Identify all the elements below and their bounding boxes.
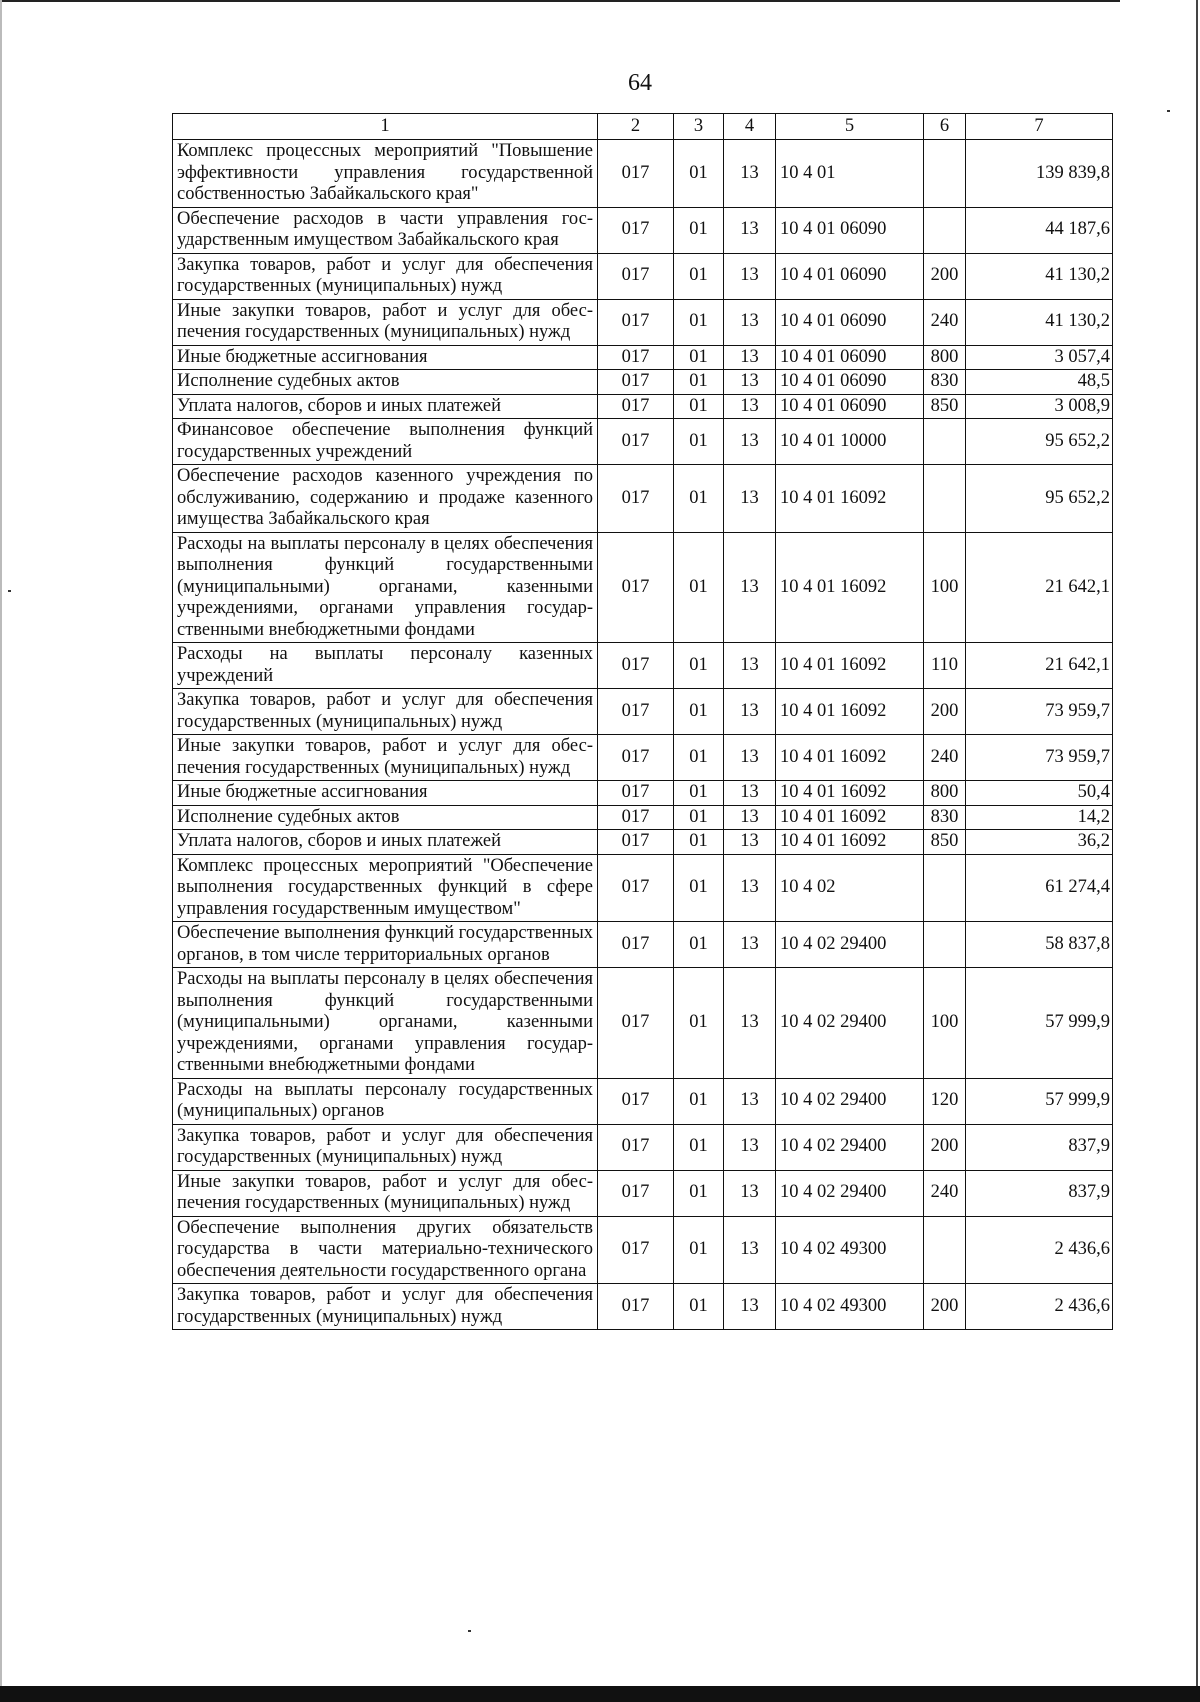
table-row [173,1124,1113,1170]
row-expense-type-cell: 830 [924,805,966,830]
row-subsection-cell: 13 [724,394,776,419]
row-amount-cell: 2 436,6 [966,1284,1113,1330]
row-subsection-cell: 13 [724,253,776,299]
row-amount-cell: 21 642,1 [966,532,1113,643]
row-amount-cell: 61 274,4 [966,854,1113,922]
row-name-cell: Иные бюджетные ассигнования [173,345,598,370]
row-expense-type-cell: 800 [924,781,966,806]
row-expense-type-cell: 200 [924,1124,966,1170]
row-target-article-cell: 10 4 01 16092 [776,735,924,781]
row-amount-cell: 3 057,4 [966,345,1113,370]
row-section-cell: 01 [674,370,724,395]
row-grbs-cell: 017 [598,140,674,208]
table-row [173,345,1113,370]
row-name-cell: Закупка товаров, работ и услуг для обеспечения государственных (муниципальных) нужд [173,1124,598,1170]
table-row [173,689,1113,735]
row-amount-cell: 837,9 [966,1170,1113,1216]
row-target-article-cell: 10 4 02 29400 [776,1078,924,1124]
row-expense-type-cell: 800 [924,345,966,370]
table-row [173,419,1113,465]
row-grbs-cell: 017 [598,643,674,689]
row-name-cell: Иные закупки товаров, работ и услуг для обеспечения государственных (муниципальных) нужд [173,735,598,781]
table-body [173,114,1113,1330]
row-amount-cell: 21 642,1 [966,643,1113,689]
row-expense-type-cell: 240 [924,735,966,781]
row-target-article-cell: 10 4 02 29400 [776,968,924,1079]
row-grbs-cell: 017 [598,1078,674,1124]
scan-speck [8,590,11,592]
row-amount-cell: 48,5 [966,370,1113,395]
row-grbs-cell: 017 [598,1216,674,1284]
row-subsection-cell: 13 [724,299,776,345]
row-expense-type-cell: 100 [924,532,966,643]
row-name-cell: Расходы на выплаты персоналу государственных (муниципальных) органов [173,1078,598,1124]
table-row [173,735,1113,781]
row-name-cell: Комплекс процессных мероприятий "Обеспечение выполнения государственных функций в сфере управления государственным имуществом" [173,854,598,922]
row-name-cell: Закупка товаров, работ и услуг для обеспечения государственных (муниципальных) нужд [173,689,598,735]
row-subsection-cell: 13 [724,689,776,735]
row-name-cell: Исполнение судебных актов [173,370,598,395]
table-row [173,781,1113,806]
row-amount-cell: 58 837,8 [966,922,1113,968]
row-expense-type-cell: 110 [924,643,966,689]
row-section-cell: 01 [674,1078,724,1124]
row-expense-type-cell [924,854,966,922]
header-col-5: 5 [776,114,924,140]
row-amount-cell: 41 130,2 [966,299,1113,345]
row-name-cell: Закупка товаров, работ и услуг для обеспечения государственных (муниципальных) нужд [173,1284,598,1330]
row-grbs-cell: 017 [598,1124,674,1170]
row-name-cell: Иные закупки товаров, работ и услуг для обеспечения государственных (муниципальных) нужд [173,1170,598,1216]
row-name-cell: Иные бюджетные ассигнования [173,781,598,806]
row-amount-cell: 73 959,7 [966,689,1113,735]
row-section-cell: 01 [674,1284,724,1330]
row-amount-cell: 95 652,2 [966,465,1113,533]
row-section-cell: 01 [674,140,724,208]
table-row [173,532,1113,643]
row-subsection-cell: 13 [724,1078,776,1124]
row-amount-cell: 2 436,6 [966,1216,1113,1284]
row-grbs-cell: 017 [598,207,674,253]
row-grbs-cell: 017 [598,735,674,781]
row-subsection-cell: 13 [724,1124,776,1170]
row-name-cell: Обеспечение выполнения функций государственных органов, в том числе территориальных органов [173,922,598,968]
row-amount-cell: 44 187,6 [966,207,1113,253]
row-target-article-cell: 10 4 02 29400 [776,1124,924,1170]
row-grbs-cell: 017 [598,299,674,345]
row-target-article-cell: 10 4 01 16092 [776,465,924,533]
table-row [173,394,1113,419]
row-subsection-cell: 13 [724,207,776,253]
row-subsection-cell: 13 [724,1216,776,1284]
table-row [173,1170,1113,1216]
header-col-7: 7 [966,114,1113,140]
table-row [173,465,1113,533]
table-row [173,1216,1113,1284]
row-name-cell: Расходы на выплаты персоналу в целях обеспечения выполнения функций государственными (муниципальными) органами, казенными учреждениями, органами управления государственными внебюджетными фондами [173,532,598,643]
table-row [173,370,1113,395]
scan-right-edge [1196,0,1198,1702]
row-section-cell: 01 [674,532,724,643]
row-section-cell: 01 [674,299,724,345]
row-section-cell: 01 [674,805,724,830]
row-amount-cell: 14,2 [966,805,1113,830]
row-expense-type-cell [924,922,966,968]
row-section-cell: 01 [674,922,724,968]
row-grbs-cell: 017 [598,465,674,533]
row-section-cell: 01 [674,781,724,806]
budget-table [172,113,1113,1330]
scan-top-edge [0,0,1120,2]
row-grbs-cell: 017 [598,805,674,830]
row-name-cell: Уплата налогов, сборов и иных платежей [173,830,598,855]
row-target-article-cell: 10 4 01 06090 [776,299,924,345]
row-target-article-cell: 10 4 01 [776,140,924,208]
row-name-cell: Расходы на выплаты персоналу в целях обеспечения выполнения функций государственными (муниципальными) органами, казенными учреждениями, органами управления государственными внебюджетными фондами [173,968,598,1079]
row-grbs-cell: 017 [598,1284,674,1330]
row-grbs-cell: 017 [598,922,674,968]
row-name-cell: Уплата налогов, сборов и иных платежей [173,394,598,419]
row-grbs-cell: 017 [598,689,674,735]
row-expense-type-cell [924,1216,966,1284]
row-name-cell: Закупка товаров, работ и услуг для обеспечения государственных (муниципальных) нужд [173,253,598,299]
row-section-cell: 01 [674,735,724,781]
row-expense-type-cell: 200 [924,253,966,299]
row-target-article-cell: 10 4 01 16092 [776,781,924,806]
row-amount-cell: 3 008,9 [966,394,1113,419]
row-grbs-cell: 017 [598,419,674,465]
row-subsection-cell: 13 [724,370,776,395]
row-name-cell: Финансовое обеспечение выполнения функций государственных учреждений [173,419,598,465]
row-section-cell: 01 [674,394,724,419]
row-subsection-cell: 13 [724,735,776,781]
row-target-article-cell: 10 4 02 29400 [776,1170,924,1216]
row-expense-type-cell: 100 [924,968,966,1079]
row-subsection-cell: 13 [724,922,776,968]
table-row [173,207,1113,253]
row-subsection-cell: 13 [724,805,776,830]
table-row [173,299,1113,345]
row-subsection-cell: 13 [724,1284,776,1330]
row-section-cell: 01 [674,830,724,855]
row-grbs-cell: 017 [598,370,674,395]
row-subsection-cell: 13 [724,532,776,643]
table-row [173,140,1113,208]
row-amount-cell: 41 130,2 [966,253,1113,299]
scan-speck [468,1630,471,1632]
row-name-cell: Исполнение судебных актов [173,805,598,830]
row-section-cell: 01 [674,207,724,253]
page-number: 64 [628,70,652,96]
row-target-article-cell: 10 4 01 06090 [776,207,924,253]
row-expense-type-cell: 830 [924,370,966,395]
table-row [173,968,1113,1079]
table-row [173,830,1113,855]
row-subsection-cell: 13 [724,465,776,533]
row-subsection-cell: 13 [724,830,776,855]
row-target-article-cell: 10 4 01 16092 [776,532,924,643]
row-expense-type-cell: 200 [924,1284,966,1330]
row-section-cell: 01 [674,1124,724,1170]
row-expense-type-cell [924,419,966,465]
scan-left-edge [0,0,2,1702]
row-target-article-cell: 10 4 02 [776,854,924,922]
row-grbs-cell: 017 [598,968,674,1079]
row-name-cell: Обеспечение расходов в части управления государственным имуществом Забайкальского края [173,207,598,253]
table-row [173,1078,1113,1124]
row-section-cell: 01 [674,968,724,1079]
row-amount-cell: 57 999,9 [966,1078,1113,1124]
row-section-cell: 01 [674,1216,724,1284]
row-target-article-cell: 10 4 01 16092 [776,643,924,689]
row-expense-type-cell: 200 [924,689,966,735]
row-amount-cell: 95 652,2 [966,419,1113,465]
row-section-cell: 01 [674,643,724,689]
row-section-cell: 01 [674,689,724,735]
row-subsection-cell: 13 [724,781,776,806]
row-subsection-cell: 13 [724,140,776,208]
row-expense-type-cell: 240 [924,299,966,345]
row-name-cell: Обеспечение расходов казенного учреждения по обслуживанию, содержанию и продаже казенного имущества Забайкальского края [173,465,598,533]
row-expense-type-cell: 850 [924,830,966,855]
table-row [173,1284,1113,1330]
row-target-article-cell: 10 4 02 49300 [776,1284,924,1330]
row-expense-type-cell [924,465,966,533]
header-col-2: 2 [598,114,674,140]
row-name-cell: Расходы на выплаты персоналу казенных учреждений [173,643,598,689]
header-col-1: 1 [173,114,598,140]
row-subsection-cell: 13 [724,345,776,370]
row-name-cell: Иные закупки товаров, работ и услуг для обеспечения государственных (муниципальных) нужд [173,299,598,345]
table-row [173,253,1113,299]
row-grbs-cell: 017 [598,345,674,370]
row-amount-cell: 837,9 [966,1124,1113,1170]
scan-speck [1167,110,1170,112]
row-grbs-cell: 017 [598,854,674,922]
row-target-article-cell: 10 4 01 10000 [776,419,924,465]
row-grbs-cell: 017 [598,781,674,806]
table-row [173,854,1113,922]
row-subsection-cell: 13 [724,419,776,465]
table-row [173,922,1113,968]
row-target-article-cell: 10 4 01 06090 [776,394,924,419]
table-header-row [173,114,1113,140]
row-section-cell: 01 [674,345,724,370]
row-grbs-cell: 017 [598,394,674,419]
row-section-cell: 01 [674,854,724,922]
scan-bottom-edge [0,1686,1200,1702]
row-target-article-cell: 10 4 01 06090 [776,345,924,370]
row-grbs-cell: 017 [598,253,674,299]
row-expense-type-cell [924,140,966,208]
row-target-article-cell: 10 4 01 06090 [776,370,924,395]
row-section-cell: 01 [674,253,724,299]
header-col-3: 3 [674,114,724,140]
row-target-article-cell: 10 4 01 16092 [776,830,924,855]
row-expense-type-cell [924,207,966,253]
row-amount-cell: 73 959,7 [966,735,1113,781]
row-subsection-cell: 13 [724,968,776,1079]
header-col-4: 4 [724,114,776,140]
row-target-article-cell: 10 4 01 16092 [776,689,924,735]
row-section-cell: 01 [674,465,724,533]
row-amount-cell: 36,2 [966,830,1113,855]
row-target-article-cell: 10 4 01 16092 [776,805,924,830]
row-target-article-cell: 10 4 01 06090 [776,253,924,299]
row-subsection-cell: 13 [724,1170,776,1216]
row-expense-type-cell: 850 [924,394,966,419]
table-row [173,805,1113,830]
row-subsection-cell: 13 [724,643,776,689]
row-subsection-cell: 13 [724,854,776,922]
row-amount-cell: 57 999,9 [966,968,1113,1079]
row-expense-type-cell: 120 [924,1078,966,1124]
row-section-cell: 01 [674,1170,724,1216]
row-target-article-cell: 10 4 02 29400 [776,922,924,968]
table-row [173,643,1113,689]
row-name-cell: Обеспечение выполнения других обязательств государства в части материально-технического обеспечения деятельности государственного органа [173,1216,598,1284]
row-amount-cell: 139 839,8 [966,140,1113,208]
row-name-cell: Комплекс процессных мероприятий "Повышение эффективности управления государственной собственностью Забайкальского края" [173,140,598,208]
row-expense-type-cell: 240 [924,1170,966,1216]
row-grbs-cell: 017 [598,532,674,643]
row-target-article-cell: 10 4 02 49300 [776,1216,924,1284]
row-grbs-cell: 017 [598,830,674,855]
row-grbs-cell: 017 [598,1170,674,1216]
row-amount-cell: 50,4 [966,781,1113,806]
header-col-6: 6 [924,114,966,140]
row-section-cell: 01 [674,419,724,465]
